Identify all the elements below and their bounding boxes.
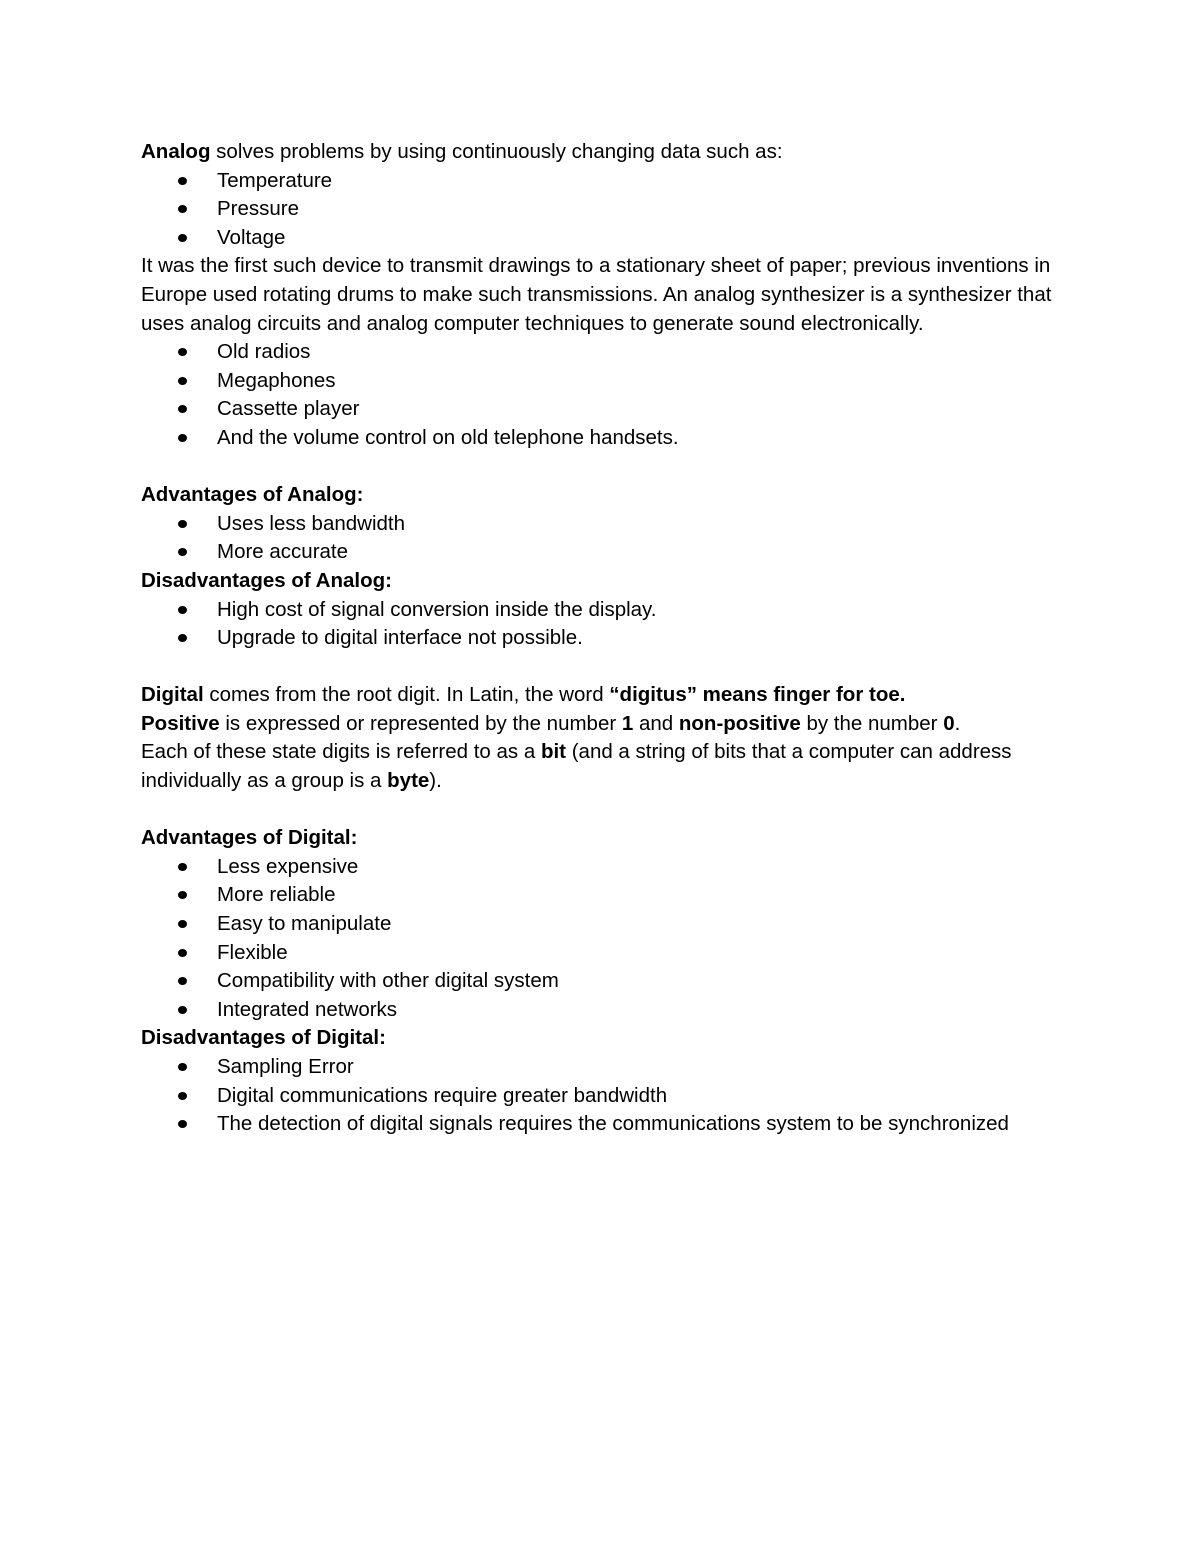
bullet-icon (178, 1063, 187, 1071)
list-item: Old radios (141, 338, 1071, 367)
analog-devices-list (141, 338, 1071, 452)
list-item: Compatibility with other digital system (141, 967, 1071, 996)
bullet-icon (178, 1006, 187, 1014)
digital-disadvantages-heading: Disadvantages of Digital: (141, 1026, 386, 1050)
analog-disadvantages-list (141, 596, 1071, 653)
bullet-icon (178, 234, 187, 242)
bullet-icon (178, 1120, 187, 1128)
bullet-icon (178, 634, 187, 642)
analog-intro: Analog solves problems by using continuously changing data such as: (141, 140, 783, 163)
spacer (141, 453, 1071, 482)
analog-term: Analog (141, 140, 211, 163)
bullet-icon (178, 949, 187, 957)
list-item: High cost of signal conversion inside the display. (141, 596, 1071, 625)
digital-advantages-list (141, 853, 1071, 1025)
digital-advantages-heading: Advantages of Digital: (141, 826, 358, 850)
bullet-icon (178, 1092, 187, 1100)
list-item: The detection of digital signals requires the communications system to be synchronized (141, 1110, 1071, 1139)
bullet-icon (178, 920, 187, 928)
digital-term: Digital (141, 683, 204, 707)
bit-byte-definition: Each of these state digits is referred to as a bit (and a string of bits that a computer can address individually as a group is a byte). (141, 740, 1012, 793)
bullet-icon (178, 520, 187, 528)
list-item: Voltage (141, 224, 1071, 253)
list-item: Temperature (141, 167, 1071, 196)
bullet-icon (178, 891, 187, 899)
list-item: Pressure (141, 195, 1071, 224)
list-item: Digital communications require greater bandwidth (141, 1082, 1071, 1111)
bullet-icon (178, 177, 187, 185)
bullet-icon (178, 405, 187, 413)
list-item: Upgrade to digital interface not possible. (141, 624, 1071, 653)
list-item: More reliable (141, 881, 1071, 910)
bullet-icon (178, 548, 187, 556)
bullet-icon (178, 205, 187, 213)
list-item: Megaphones (141, 367, 1071, 396)
bullet-icon (178, 434, 187, 442)
bullet-icon (178, 377, 187, 385)
list-item: Cassette player (141, 395, 1071, 424)
digital-disadvantages-list (141, 1053, 1071, 1139)
analog-advantages-list (141, 510, 1071, 567)
list-item: And the volume control on old telephone handsets. (141, 424, 1071, 453)
bullet-icon (178, 348, 187, 356)
list-item: Sampling Error (141, 1053, 1071, 1082)
list-item: Integrated networks (141, 996, 1071, 1025)
list-item: More accurate (141, 538, 1071, 567)
analog-disadvantages-heading: Disadvantages of Analog: (141, 568, 392, 592)
list-item: Uses less bandwidth (141, 510, 1071, 539)
digital-definition: Digital comes from the root digit. In Latin, the word “digitus” means finger for toe. (141, 683, 906, 707)
analog-examples-list (141, 167, 1071, 253)
document-page (141, 138, 1071, 1139)
bullet-icon (178, 977, 187, 985)
analog-advantages-heading: Advantages of Analog: (141, 483, 364, 507)
list-item: Flexible (141, 939, 1071, 968)
analog-paragraph: It was the first such device to transmit drawings to a stationary sheet of paper; previous inventions in Europe used rotating drums to make such transmissions. An analog synthesizer is a synthesizer that uses analog circuits and analog computer techniques to generate sound electronically. (141, 254, 1052, 335)
spacer (141, 796, 1071, 825)
list-item: Less expensive (141, 853, 1071, 882)
list-item: Easy to manipulate (141, 910, 1071, 939)
positive-definition: Positive is expressed or represented by the number 1 and non-positive by the number 0. (141, 711, 961, 735)
bullet-icon (178, 606, 187, 614)
bullet-icon (178, 863, 187, 871)
spacer (141, 653, 1071, 682)
